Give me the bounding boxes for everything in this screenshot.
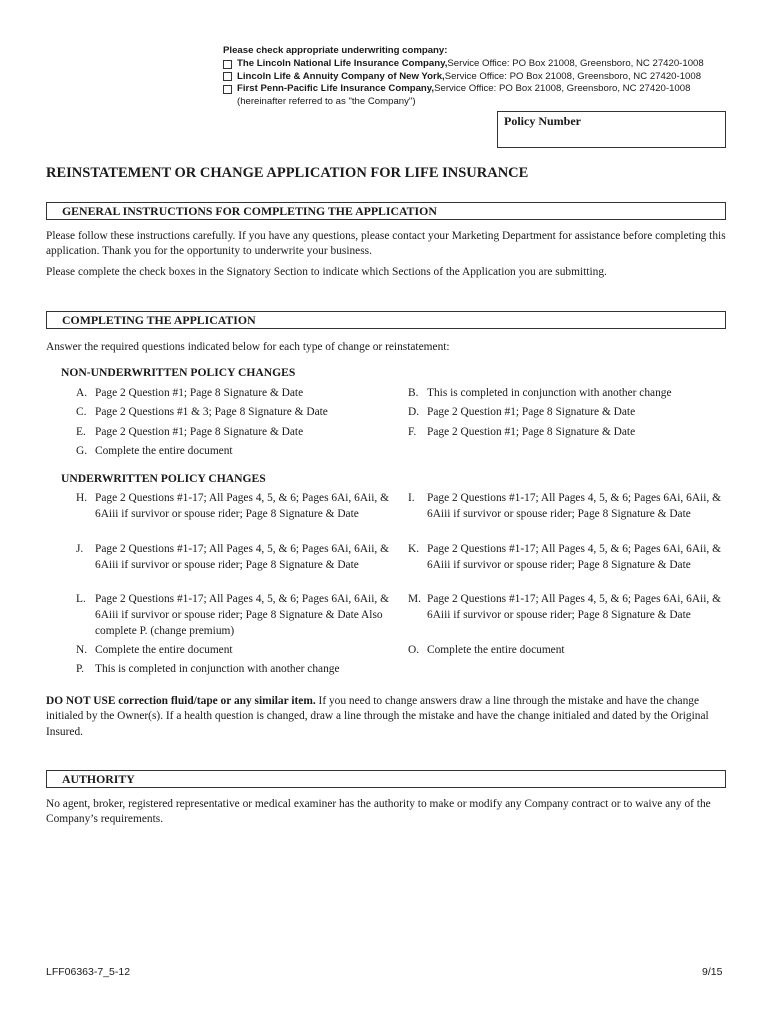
checkbox[interactable] bbox=[223, 85, 232, 94]
item-text: Page 2 Questions #1 & 3; Page 8 Signature & Date bbox=[95, 406, 328, 418]
list-item bbox=[76, 542, 395, 574]
list-item bbox=[76, 592, 395, 639]
item-letter: L. bbox=[76, 593, 86, 605]
list-item bbox=[76, 444, 395, 460]
item-letter: M. bbox=[408, 593, 421, 605]
item-letter: I. bbox=[408, 492, 415, 504]
underwriting-option-first-penn[interactable] bbox=[223, 83, 704, 96]
item-text: Page 2 Questions #1-17; All Pages 4, 5, & 6; Pages 6Ai, 6Aii, & 6Aiii if survivor or spouse rider; Page 8 Signature & Date Also complete P. (change premium) bbox=[95, 593, 389, 637]
list-item bbox=[76, 662, 395, 678]
company-name: The Lincoln National Life Insurance Company, bbox=[237, 57, 448, 69]
company-name: Lincoln Life & Annuity Company of New York, bbox=[237, 70, 445, 82]
correction-warning bbox=[46, 694, 730, 740]
item-text: Complete the entire document bbox=[95, 445, 233, 457]
item-text: Complete the entire document bbox=[427, 644, 565, 656]
item-letter: P. bbox=[76, 663, 84, 675]
non-underwritten-title: NON-UNDERWRITTEN POLICY CHANGES bbox=[61, 366, 296, 379]
general-paragraph-2: Please complete the check boxes in the Signatory Section to indicate which Sections of the Application you are submitting. bbox=[46, 266, 607, 278]
item-text: Page 2 Questions #1-17; All Pages 4, 5, & 6; Pages 6Ai, 6Aii, & 6Aiii if survivor or spouse rider; Page 8 Signature & Date bbox=[95, 492, 389, 520]
general-paragraph-1: Please follow these instructions carefully. If you have any questions, please contact your Marketing Department for assistance before completing this application. Thank you for the opportunity to underwrite your business. bbox=[46, 230, 726, 258]
item-text: Page 2 Question #1; Page 8 Signature & Date bbox=[95, 387, 304, 399]
item-text: Page 2 Questions #1-17; All Pages 4, 5, & 6; Pages 6Ai, 6Aii, & 6Aiii if survivor or spouse rider; Page 8 Signature & Date bbox=[427, 593, 721, 621]
company-note: (hereinafter referred to as "the Company") bbox=[237, 96, 416, 108]
item-text: Page 2 Question #1; Page 8 Signature & Date bbox=[427, 426, 636, 438]
list-item bbox=[76, 491, 395, 523]
authority-text: No agent, broker, registered representative or medical examiner has the authority to make or modify any Company contract or to waive any of the Company’s requirements. bbox=[46, 798, 711, 826]
item-letter: N. bbox=[76, 644, 88, 656]
section-header-general: GENERAL INSTRUCTIONS FOR COMPLETING THE APPLICATION bbox=[46, 202, 726, 220]
list-item bbox=[408, 386, 727, 402]
item-text: Page 2 Questions #1-17; All Pages 4, 5, & 6; Pages 6Ai, 6Aii, & 6Aiii if survivor or spouse rider; Page 8 Signature & Date bbox=[427, 543, 721, 571]
item-text: This is completed in conjunction with another change bbox=[95, 663, 340, 675]
list-item bbox=[408, 425, 727, 441]
item-letter: D. bbox=[408, 406, 420, 418]
policy-number-label: Policy Number bbox=[504, 114, 581, 128]
item-letter: O. bbox=[408, 644, 420, 656]
form-number: LFF06363-7_5-12 bbox=[46, 966, 131, 978]
item-text: Page 2 Questions #1-17; All Pages 4, 5, & 6; Pages 6Ai, 6Aii, & 6Aiii if survivor or spouse rider; Page 8 Signature & Date bbox=[427, 492, 721, 520]
item-letter: J. bbox=[76, 543, 84, 555]
checkbox[interactable] bbox=[223, 72, 232, 81]
list-item bbox=[76, 643, 395, 659]
policy-number-field[interactable] bbox=[497, 111, 726, 148]
list-item bbox=[408, 592, 727, 624]
revision-date: 9/15 bbox=[702, 966, 723, 978]
company-name: First Penn-Pacific Life Insurance Company, bbox=[237, 83, 435, 95]
item-letter: B. bbox=[408, 387, 419, 399]
list-item bbox=[408, 643, 727, 659]
item-letter: F. bbox=[408, 426, 417, 438]
company-address: Service Office: PO Box 21008, Greensboro, NC 27420-1008 bbox=[434, 83, 691, 95]
underwritten-title: UNDERWRITTEN POLICY CHANGES bbox=[61, 472, 266, 485]
item-letter: E. bbox=[76, 426, 86, 438]
list-item bbox=[76, 425, 395, 441]
list-item bbox=[76, 405, 395, 421]
item-text: Page 2 Question #1; Page 8 Signature & Date bbox=[427, 406, 636, 418]
underwriting-option-lincoln-ny[interactable] bbox=[223, 71, 704, 84]
company-address: Service Office: PO Box 21008, Greensboro, NC 27420-1008 bbox=[444, 70, 702, 82]
item-text: Page 2 Questions #1-17; All Pages 4, 5, & 6; Pages 6Ai, 6Aii, & 6Aiii if survivor or spouse rider; Page 8 Signature & Date bbox=[95, 543, 389, 571]
page-title: REINSTATEMENT OR CHANGE APPLICATION FOR LIFE INSURANCE bbox=[46, 165, 529, 181]
item-text: Complete the entire document bbox=[95, 644, 233, 656]
item-text: This is completed in conjunction with another change bbox=[427, 387, 672, 399]
item-letter: H. bbox=[76, 492, 88, 504]
section-header-completing: COMPLETING THE APPLICATION bbox=[46, 311, 726, 329]
completing-intro: Answer the required questions indicated below for each type of change or reinstatement: bbox=[46, 341, 450, 353]
item-letter: A. bbox=[76, 387, 88, 399]
list-item bbox=[408, 405, 727, 421]
underwriting-option-lincoln-national[interactable] bbox=[223, 58, 704, 71]
company-address: Service Office: PO Box 21008, Greensboro, NC 27420-1008 bbox=[447, 57, 704, 69]
list-item bbox=[76, 386, 395, 402]
warning-text: If you need to change answers draw a line through the mistake and have the change initialed by the Owner(s). If a health question is changed, draw a line through the mistake and have the change initialed and dated by the Original Insured. bbox=[46, 695, 709, 738]
list-item bbox=[408, 542, 727, 574]
list-item bbox=[408, 491, 727, 523]
checkbox[interactable] bbox=[223, 60, 232, 69]
item-text: Page 2 Question #1; Page 8 Signature & Date bbox=[95, 426, 304, 438]
section-header-authority: AUTHORITY bbox=[46, 770, 726, 788]
item-letter: K. bbox=[408, 543, 420, 555]
warning-bold: DO NOT USE correction fluid/tape or any similar item. bbox=[46, 695, 316, 707]
underwriting-company-section bbox=[223, 45, 704, 109]
item-letter: C. bbox=[76, 406, 87, 418]
underwriting-header: Please check appropriate underwriting company: bbox=[223, 45, 448, 56]
item-letter: G. bbox=[76, 445, 88, 457]
